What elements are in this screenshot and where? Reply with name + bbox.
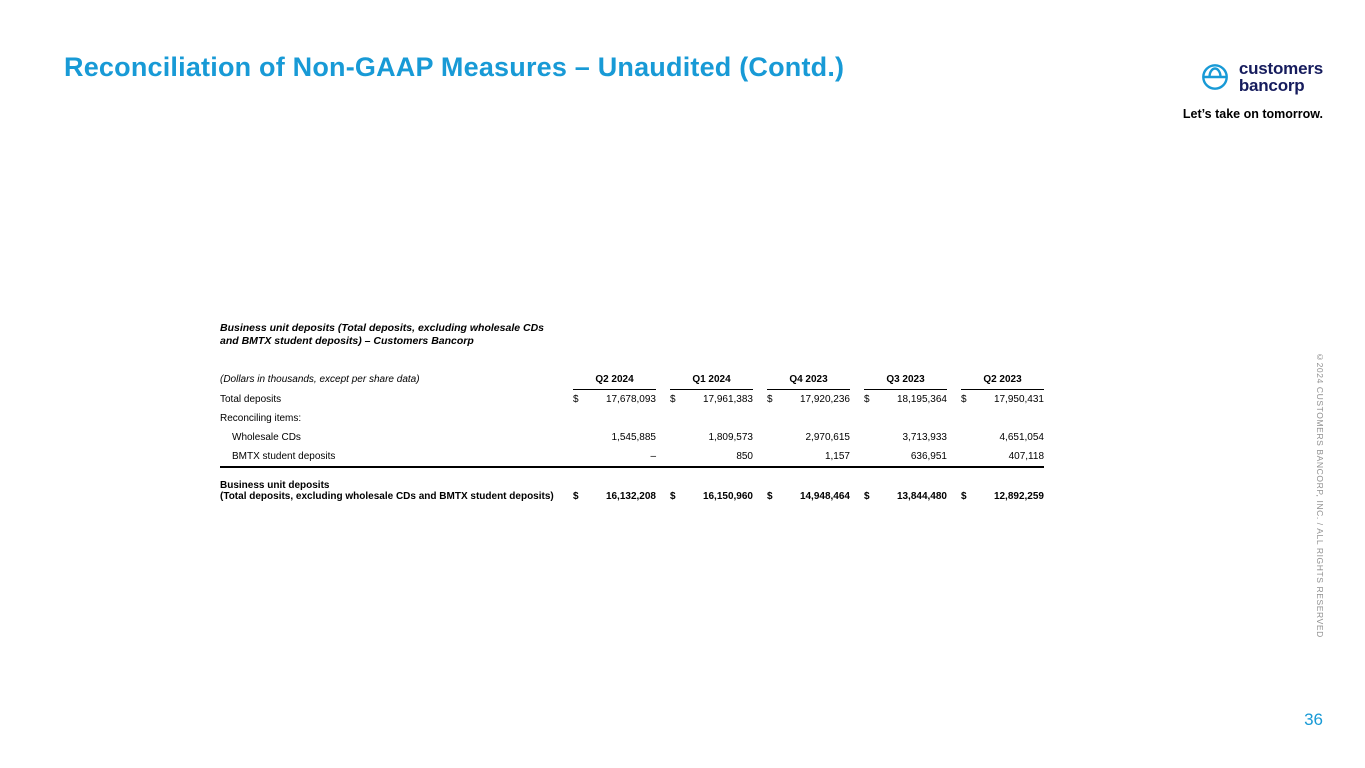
currency-symbol: $ bbox=[573, 394, 579, 406]
cell-value: 13,844,480 bbox=[896, 491, 947, 503]
column-header-q2-2024: Q2 2024 bbox=[573, 374, 656, 390]
currency-symbol: $ bbox=[767, 394, 773, 406]
cell-value: 14,948,464 bbox=[799, 491, 850, 503]
currency-symbol: $ bbox=[670, 394, 676, 406]
column-header-q2-2023: Q2 2023 bbox=[961, 374, 1044, 390]
table-cell bbox=[656, 390, 753, 409]
table-cell bbox=[559, 390, 656, 409]
table-cell bbox=[656, 447, 753, 467]
table-cell bbox=[753, 428, 850, 447]
customers-bancorp-logo-icon bbox=[1200, 62, 1230, 92]
table-cell bbox=[947, 428, 1044, 447]
table-header-row bbox=[220, 374, 1044, 390]
row-label bbox=[220, 467, 559, 506]
cell-value: 17,961,383 bbox=[702, 394, 753, 406]
row-label-line1: Business unit deposits bbox=[220, 480, 330, 492]
table-cell bbox=[850, 428, 947, 447]
table-cell bbox=[559, 467, 656, 506]
table-row-business-unit-deposits bbox=[220, 467, 1044, 506]
table-cell bbox=[559, 447, 656, 467]
table-cell bbox=[947, 467, 1044, 506]
table-cell bbox=[753, 467, 850, 506]
column-header-q4-2023: Q4 2023 bbox=[767, 374, 850, 390]
cell-value: 17,920,236 bbox=[799, 394, 850, 406]
cell-value: 16,150,960 bbox=[702, 491, 753, 503]
deposits-table bbox=[220, 374, 1044, 506]
currency-symbol: $ bbox=[961, 491, 967, 503]
currency-symbol: $ bbox=[864, 491, 870, 503]
units-note: (Dollars in thousands, except per share data) bbox=[220, 374, 420, 386]
cell-value: 850 bbox=[736, 451, 753, 463]
currency-symbol: $ bbox=[767, 491, 773, 503]
table-cell bbox=[656, 428, 753, 447]
row-label: Reconciling items: bbox=[220, 413, 302, 425]
brand-block bbox=[1183, 60, 1323, 121]
table-cell bbox=[753, 447, 850, 467]
table-cell bbox=[850, 467, 947, 506]
brand-name bbox=[1239, 60, 1323, 94]
brand-name-line1: customers bbox=[1238, 59, 1323, 78]
column-header-cell bbox=[947, 374, 1044, 390]
cell-value: 18,195,364 bbox=[896, 394, 947, 406]
cell-value: 636,951 bbox=[910, 451, 947, 463]
page-number: 36 bbox=[1304, 710, 1323, 729]
cell-value: 17,678,093 bbox=[605, 394, 656, 406]
cell-value: 1,545,885 bbox=[611, 432, 656, 444]
column-header-q3-2023: Q3 2023 bbox=[864, 374, 947, 390]
table-cell bbox=[753, 390, 850, 409]
table-row-reconciling-items bbox=[220, 409, 1044, 428]
table-row-bmtx-student-deposits bbox=[220, 447, 1044, 467]
currency-symbol: $ bbox=[864, 394, 870, 406]
row-label: BMTX student deposits bbox=[220, 447, 559, 467]
column-header-cell bbox=[656, 374, 753, 390]
table-cell bbox=[850, 390, 947, 409]
brand-name-line2: bancorp bbox=[1238, 76, 1305, 95]
page-title: Reconciliation of Non-GAAP Measures – Unaudited (Contd.) bbox=[64, 52, 845, 82]
table-cell bbox=[850, 447, 947, 467]
copyright-vertical: ©2024 CUSTOMERS BANCORP, INC. / ALL RIGHTS RESERVED bbox=[1315, 352, 1325, 638]
row-label-line2: (Total deposits, excluding wholesale CDs and BMTX student deposits) bbox=[220, 491, 554, 503]
table-section-header: Business unit deposits (Total deposits, excluding wholesale CDs and BMTX student deposits) – Customers Bancorp bbox=[220, 322, 545, 348]
table-row-wholesale-cds bbox=[220, 428, 1044, 447]
column-header-cell bbox=[753, 374, 850, 390]
cell-value: 1,157 bbox=[824, 451, 850, 463]
cell-value: 16,132,208 bbox=[605, 491, 656, 503]
cell-value: 1,809,573 bbox=[708, 432, 753, 444]
column-header-cell bbox=[850, 374, 947, 390]
brand-row bbox=[1183, 60, 1323, 94]
brand-tagline: Let’s take on tomorrow. bbox=[1182, 107, 1323, 121]
table-cell bbox=[947, 390, 1044, 409]
currency-symbol: $ bbox=[670, 491, 676, 503]
table-cell bbox=[947, 447, 1044, 467]
table-cell bbox=[559, 428, 656, 447]
cell-value: 407,118 bbox=[1008, 451, 1044, 463]
cell-value: 12,892,259 bbox=[993, 491, 1044, 503]
reconciliation-table-block bbox=[220, 322, 1044, 506]
column-header-cell bbox=[559, 374, 656, 390]
table-cell bbox=[656, 467, 753, 506]
currency-symbol: $ bbox=[573, 491, 579, 503]
table-cell bbox=[559, 409, 1044, 428]
cell-value: 17,950,431 bbox=[993, 394, 1044, 406]
row-label: Total deposits bbox=[220, 394, 282, 406]
cell-value: – bbox=[650, 451, 656, 463]
cell-value: 2,970,615 bbox=[805, 432, 850, 444]
column-header-q1-2024: Q1 2024 bbox=[670, 374, 753, 390]
currency-symbol: $ bbox=[961, 394, 967, 406]
cell-value: 4,651,054 bbox=[999, 432, 1044, 444]
cell-value: 3,713,933 bbox=[902, 432, 947, 444]
table-row-total-deposits bbox=[220, 390, 1044, 409]
row-label: Wholesale CDs bbox=[232, 432, 301, 444]
